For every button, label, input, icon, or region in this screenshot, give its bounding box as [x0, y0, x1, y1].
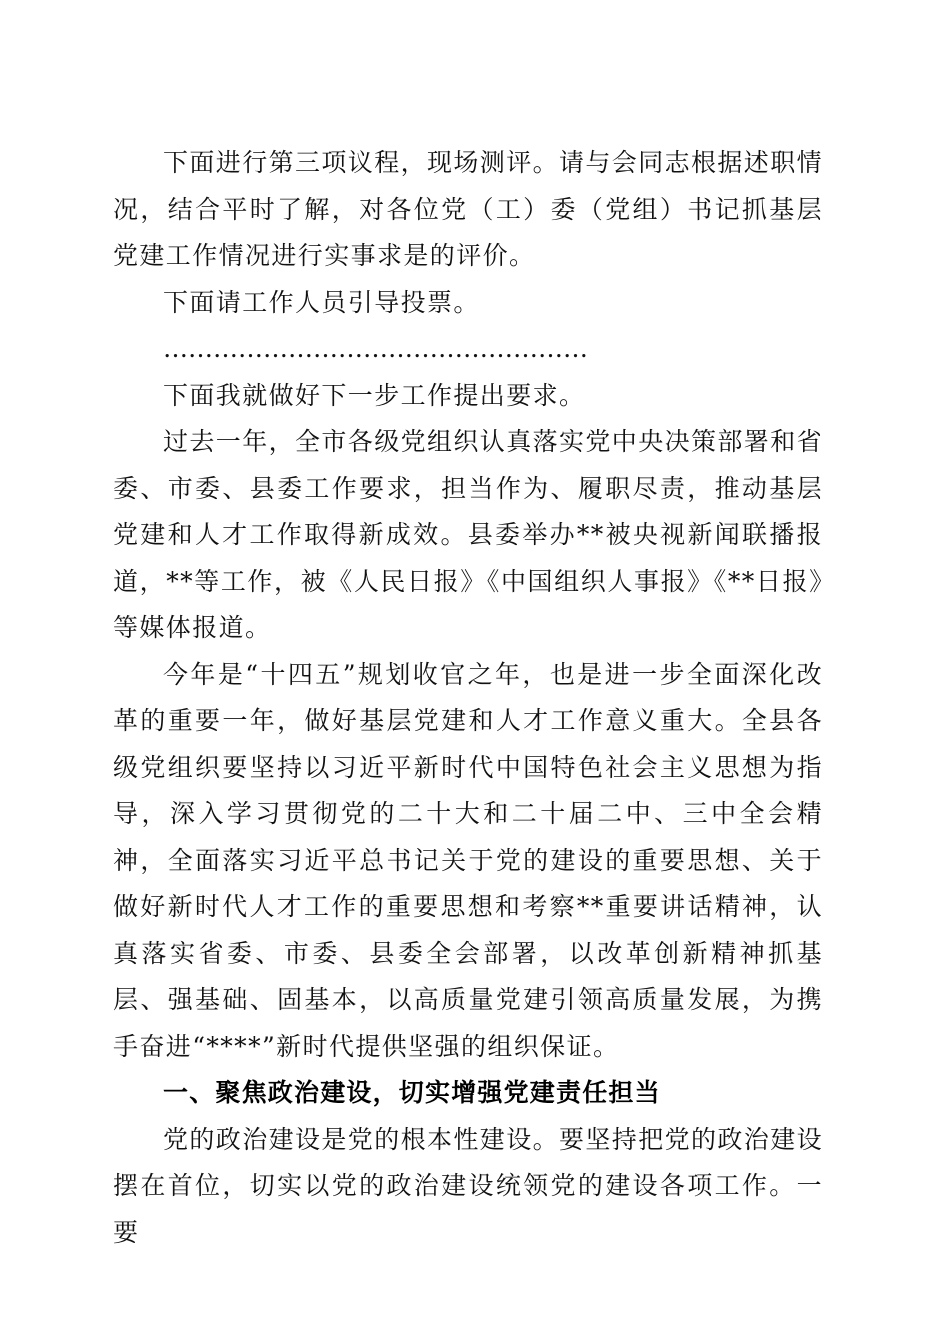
paragraph-voting-guidance: 下面请工作人员引导投票。: [163, 287, 480, 317]
paragraph-requirements-intro: 下面我就做好下一步工作提出要求。: [163, 380, 586, 410]
paragraph-past-year-review: 过去一年，全市各级党组织认真落实党中央决策部署和省委、市委、县委工作要求，担当作为、履职尽责，推动基层党建和人才工作取得新成效。县委举办**被央视新闻联播报道，**等工作，被《人民日报》《中国组织人事报》《**日报》等媒体报道。: [113, 427, 824, 642]
ellipsis-separator: ……………………………………………: [163, 334, 588, 363]
section-heading-political-building: 一、聚焦政治建设，切实增强党建责任担当: [163, 1078, 661, 1107]
paragraph-political-building: 党的政治建设是党的根本性建设。要坚持把党的政治建设摆在首位，切实以党的政治建设统领党的建设各项工作。一要: [113, 1124, 824, 1247]
paragraph-agenda-evaluation: 下面进行第三项议程，现场测评。请与会同志根据述职情况，结合平时了解，对各位党（工）委（党组）书记抓基层党建工作情况进行实事求是的评价。: [113, 148, 824, 270]
paragraph-this-year-guidance: 今年是“十四五”规划收官之年，也是进一步全面深化改革的重要一年，做好基层党建和人才工作意义重大。全县各级党组织要坚持以习近平新时代中国特色社会主义思想为指导，深入学习贯彻党的二十大和二十届二中、三中全会精神，全面落实习近平总书记关于党的建设的重要思想、关于做好新时代人才工作的重要思想和考察**重要讲话精神，认真落实省委、市委、县委全会部署，以改革创新精神抓基层、强基础、固基本，以高质量党建引领高质量发展，为携手奋进“****”新时代提供坚强的组织保证。: [113, 659, 823, 1061]
document-body: [113, 140, 823, 1256]
